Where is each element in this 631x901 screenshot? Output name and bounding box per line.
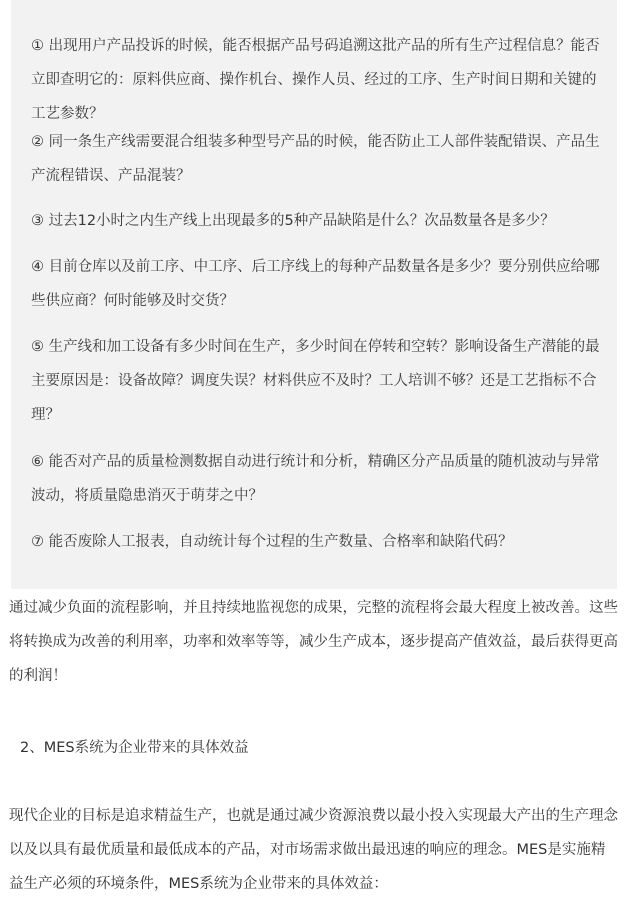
question-6: ⑥ 能否对产品的质量检测数据自动进行统计和分析，精确区分产品质量的随机波动与异常波动，将质量隐患消灭于萌芽之中？	[31, 454, 600, 504]
question-3: ③ 过去12小时之内生产线上出现最多的5种产品缺陷是什么？次品数量各是多少？	[31, 213, 555, 229]
question-7: ⑦ 能否废除人工报表，自动统计每个过程的生产数量、合格率和缺陷代码？	[31, 534, 513, 550]
question-1: ① 出现用户产品投诉的时候，能否根据产品号码追溯这批产品的所有生产过程信息？能否立即查明它的：原料供应商、操作机台、操作人员、经过的工序、生产时间日期和关键的工艺参数？	[31, 38, 600, 122]
question-2: ② 同一条生产线需要混合组装多种型号产品的时候，能否防止工人部件装配错误、产品生产流程错误、产品混装？	[31, 134, 600, 184]
question-5: ⑤ 生产线和加工设备有多少时间在生产，多少时间在停转和空转？影响设备生产潜能的最主要原因是：设备故障？调度失误？材料供应不及时？工人培训不够？还是工艺指标不合理？	[31, 339, 600, 423]
section-heading: 2、MES系统为企业带来的具体效益	[20, 740, 249, 756]
paragraph-mes-benefits: 现代企业的目标是追求精益生产，也就是通过减少资源浪费以最小投入实现最大产出的生产理念以及以具有最优质量和最低成本的产品，对市场需求做出最迅速的响应的理念。MES是实施精益生产必须的环境条件，MES系统为企业带来的具体效益：	[9, 808, 618, 892]
question-4: ④ 目前仓库以及前工序、中工序、后工序线上的每种产品数量各是多少？要分别供应给哪些供应商？何时能够及时交货？	[31, 259, 600, 309]
paragraph-benefits-intro: 通过减少负面的流程影响，并且持续地监视您的成果，完整的流程将会最大程度上被改善。这些将转换成为改善的利用率，功率和效率等等，减少生产成本，逐步提高产值效益，最后获得更高的利润！	[9, 600, 618, 684]
